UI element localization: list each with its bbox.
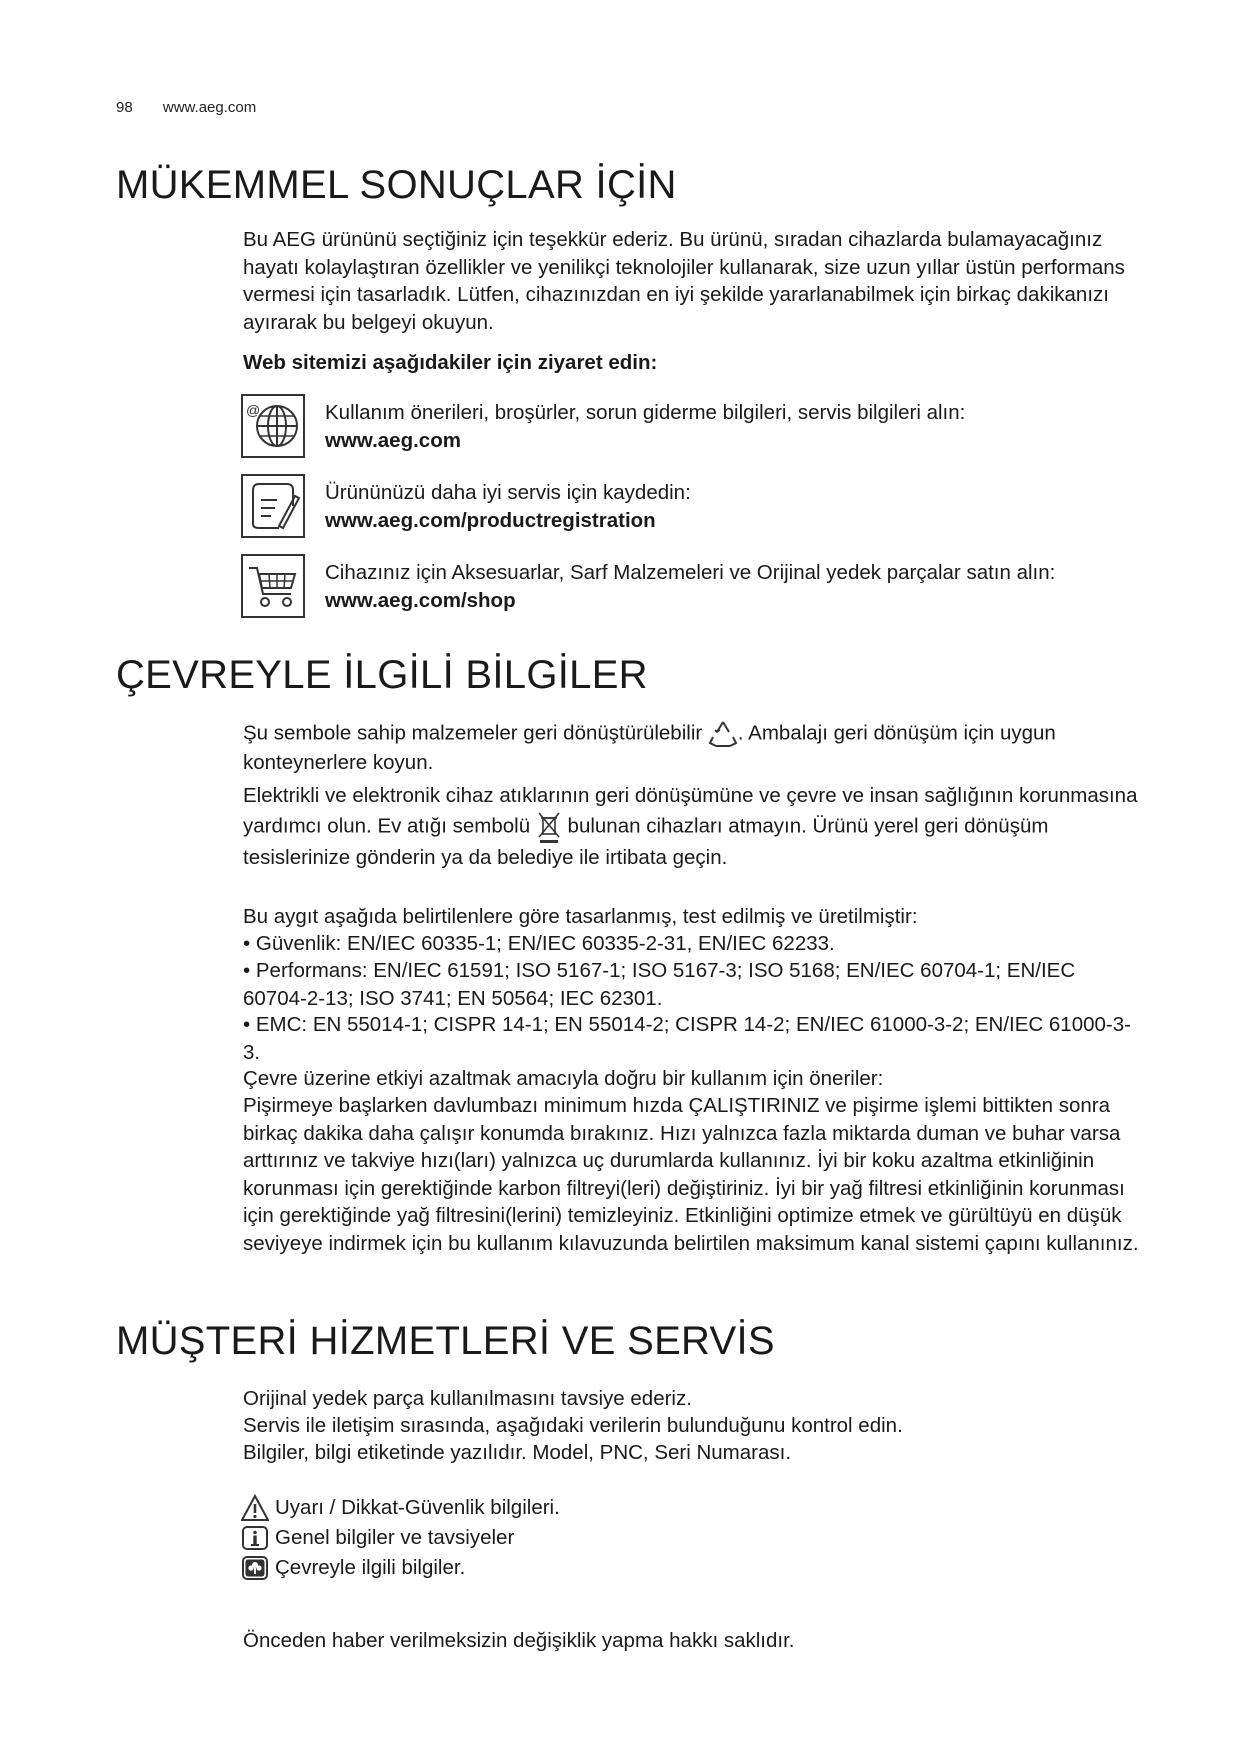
link-text-registration: Ürününüzü daha iyi servis için kaydedin: — [325, 481, 691, 504]
globe-at-icon — [241, 394, 305, 458]
weee-text-pre: Elektrikli ve elektronik cihaz atıklarının geri dönüşümüne ve çevre ve insan sağlığının korunmasına yardımcı olun. Ev atığı sembolü — [243, 784, 1138, 837]
legend-label-warning: Uyarı / Dikkat-Güvenlik bilgileri. — [275, 1496, 560, 1519]
service-line-2: Servis ile iletişim sırasında, aşağıdaki verilerin bulunduğunu kontrol edin. — [243, 1414, 903, 1437]
legend-label-environment: Çevreyle ilgili bilgiler. — [275, 1556, 466, 1579]
symbol-legend — [241, 1493, 560, 1583]
standards-safety: • Güvenlik: EN/IEC 60335-1; EN/IEC 60335-2-31, EN/IEC 62233. — [243, 932, 835, 955]
legend-label-info: Genel bilgiler ve tavsiyeler — [275, 1526, 515, 1549]
environment-flower-icon — [241, 1554, 269, 1582]
intro-paragraph: Bu AEG ürününü seçtiğiniz için teşekkür ederiz. Bu ürünü, sıradan cihazlarda bulamayacağınız hayatı kolaylaştıran özellikler ve yenilikçi teknolojiler kullanarak, size uzun yıllar üstün performans vermesi için tasarladık. Lütfen, cihazınızdan en iyi şekilde yararlanabilmek için birkaç dakikanızı ayırarak bu belgeyi okuyun. — [243, 228, 1125, 334]
legend-row-environment — [241, 1553, 560, 1583]
svg-text:@: @ — [246, 402, 261, 418]
section-title-customer-service: MÜŞTERİ HİZMETLERİ VE SERVİS — [116, 1319, 775, 1363]
registration-document-icon — [241, 474, 305, 538]
link-url-support[interactable]: www.aeg.com — [325, 428, 461, 452]
link-url-shop[interactable]: www.aeg.com/shop — [325, 588, 516, 612]
service-line-1: Orijinal yedek parça kullanılmasını tavsiye ederiz. — [243, 1387, 692, 1410]
standards-intro: Bu aygıt aşağıda belirtilenlere göre tasarlanmış, test edilmiş ve üretilmiştir: — [243, 905, 918, 928]
service-line-3: Bilgiler, bilgi etiketinde yazılıdır. Model, PNC, Seri Numarası. — [243, 1441, 792, 1464]
link-text-support: Kullanım önerileri, broşürler, sorun giderme bilgileri, servis bilgileri alın: — [325, 401, 966, 424]
tips-paragraph: Pişirmeye başlarken davlumbazı minimum hızda ÇALIŞTIRINIZ ve pişirme işlemi bittikten sonra birkaç dakika daha çalışır konumda bırakınız. Hızı yalnızca fazla miktarda duman ve buhar varsa arttırınız ve takviye hızı(ları) yalnızca uç durumlarda kullanınız. İyi bir koku azaltma etkinliğinin korunması için gerektiğinde karbon filtreyi(leri) değiştiriniz. İyi bir yağ filtresi etkinliğinin korunması için gerektiğinde yağ filtresini(lerini) temizleyiniz. Etkinliğini optimize etmek ve gürültüyü en düşük seviyeye indirmek için bu kullanım kılavuzunda belirtilen maksimum kanal sistemi çapını kullanınız. — [243, 1094, 1139, 1255]
recycle-text-pre: Şu sembole sahip malzemeler geri dönüştürülebilir — [243, 721, 703, 745]
standards-performance: • Performans: EN/IEC 61591; ISO 5167-1; ISO 5167-3; ISO 5168; EN/IEC 60704-1; EN/IEC 60704-2-13; ISO 3741; EN 50564; IEC 62301. — [243, 959, 1076, 1010]
change-notice: Önceden haber verilmeksizin değişiklik yapma hakkı saklıdır. — [243, 1629, 795, 1652]
page-header — [116, 99, 282, 116]
weee-paragraph — [243, 782, 1143, 871]
section-title-environment: ÇEVREYLE İLGİLİ BİLGİLER — [116, 653, 648, 697]
link-item-registration — [325, 479, 691, 534]
weee-text-post: bulunan cihazları atmayın. Ürünü yerel geri dönüşüm tesislerinize gönderin ya da belediye ile irtibata geçin. — [243, 813, 1049, 869]
recycle-text-post: . Ambalajı geri dönüşüm için uygun konteynerlere koyun. — [243, 721, 1056, 774]
link-text-shop: Cihazınız için Aksesuarlar, Sarf Malzemeleri ve Orijinal yedek parçalar satın alın: — [325, 561, 1056, 584]
recycle-paragraph — [243, 719, 1143, 777]
legend-row-info — [241, 1523, 560, 1553]
crossed-bin-icon — [536, 810, 562, 844]
tips-heading: Çevre üzerine etkiyi azaltmak amacıyla doğru bir kullanım için öneriler: — [243, 1067, 884, 1090]
header-website: www.aeg.com — [162, 99, 257, 116]
visit-heading: Web sitemizi aşağıdakiler için ziyaret edin: — [243, 351, 658, 374]
link-url-registration[interactable]: www.aeg.com/productregistration — [325, 508, 656, 532]
section-title-results: MÜKEMMEL SONUÇLAR İÇİN — [116, 163, 677, 207]
page-number: 98 — [116, 99, 133, 116]
shopping-cart-icon — [241, 554, 305, 618]
link-item-support — [325, 399, 965, 454]
warning-triangle-icon — [241, 1494, 269, 1522]
info-icon — [241, 1524, 269, 1552]
link-item-shop — [325, 559, 1055, 614]
standards-emc: • EMC: EN 55014-1; CISPR 14-1; EN 55014-2; CISPR 14-2; EN/IEC 61000-3-2; EN/IEC 61000-3-3. — [243, 1013, 1131, 1064]
recycle-icon — [708, 719, 738, 749]
legend-row-warning — [241, 1493, 560, 1523]
